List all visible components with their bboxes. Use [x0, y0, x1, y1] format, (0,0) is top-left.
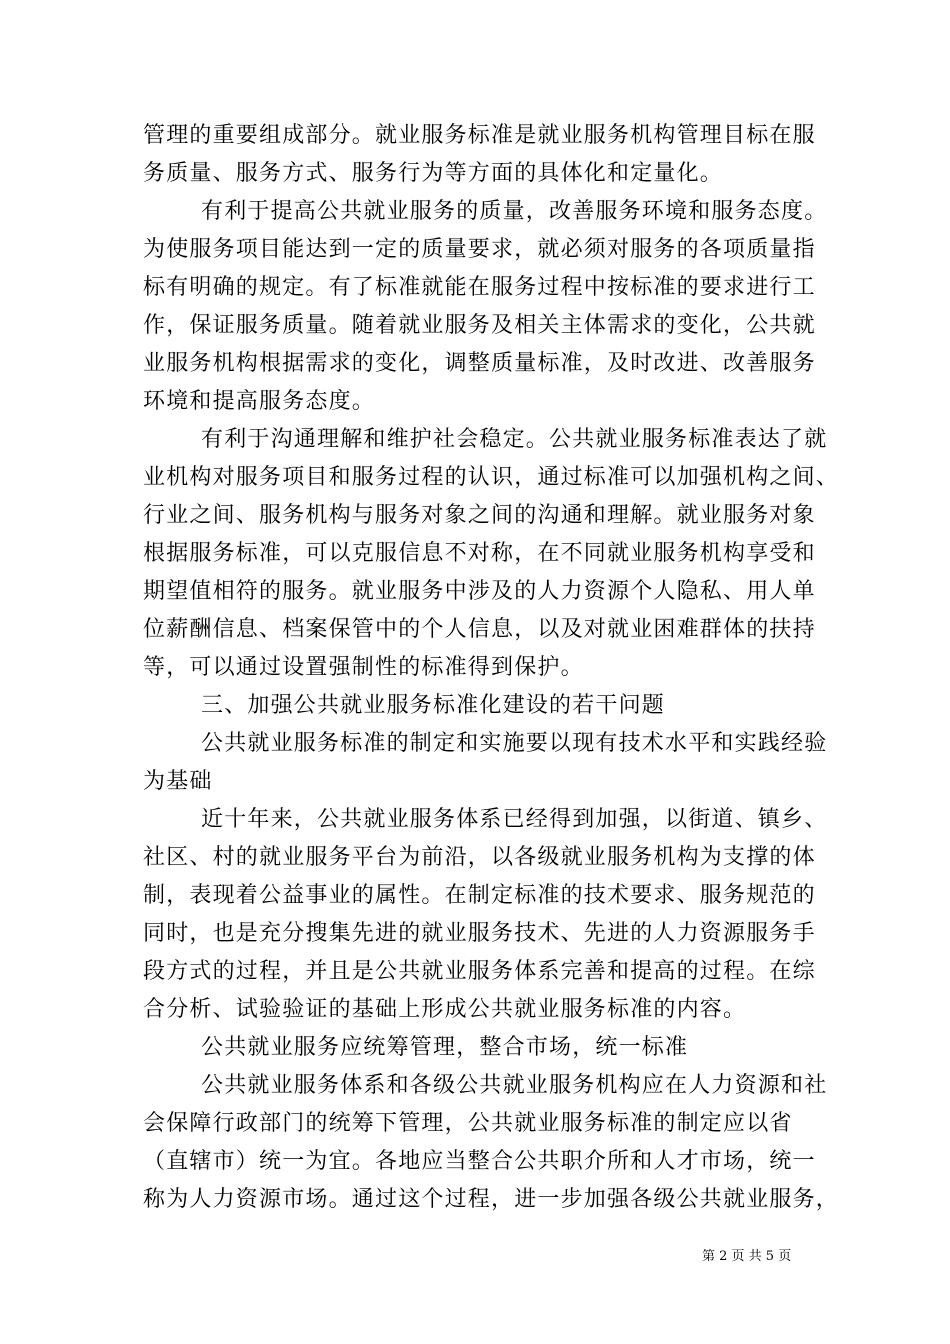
text-line: 合分析、试验验证的基础上形成公共就业服务标准的内容。 [143, 997, 747, 1022]
text-line: 业机构对服务项目和服务过程的认识，通过标准可以加强机构之间、 [143, 465, 840, 490]
section-heading: 三、加强公共就业服务标准化建设的若干问题 [201, 693, 666, 718]
text-line: 公共就业服务体系和各级公共就业服务机构应在人力资源和社 [201, 1073, 828, 1098]
text-line: 作，保证服务质量。随着就业服务及相关主体需求的变化，公共就 [143, 313, 816, 338]
text-line: 段方式的过程，并且是公共就业服务体系完善和提高的过程。在综 [143, 959, 816, 984]
text-line: 管理的重要组成部分。就业服务标准是就业服务机构管理目标在服 [143, 123, 816, 148]
text-line: 标有明确的规定。有了标准就能在服务过程中按标准的要求进行工 [143, 275, 816, 300]
text-line: 为基础 [143, 769, 213, 794]
text-line: 业服务机构根据需求的变化，调整质量标准，及时改进、改善服务 [143, 351, 816, 376]
text-line: 社区、村的就业服务平台为前沿，以各级就业服务机构为支撑的体 [143, 845, 816, 870]
text-line: 位薪酬信息、档案保管中的个人信息，以及对就业困难群体的扶持 [143, 617, 816, 642]
text-line: 同时，也是充分搜集先进的就业服务技术、先进的人力资源服务手 [143, 921, 816, 946]
text-line: 称为人力资源市场。通过这个过程，进一步加强各级公共就业服务， [143, 1187, 840, 1212]
text-line: （直辖市）统一为宜。各地应当整合公共职介所和人才市场，统一 [143, 1149, 816, 1174]
text-line: 会保障行政部门的统筹下管理，公共就业服务标准的制定应以省 [143, 1111, 793, 1136]
text-line: 根据服务标准，可以克服信息不对称，在不同就业服务机构享受和 [143, 541, 816, 566]
text-line: 等，可以通过设置强制性的标准得到保护。 [143, 655, 584, 680]
text-line: 公共就业服务应统筹管理，整合市场，统一标准 [201, 1035, 689, 1060]
text-line: 环境和提高服务态度。 [143, 389, 376, 414]
text-line: 务质量、服务方式、服务行为等方面的具体化和定量化。 [143, 161, 724, 186]
page-number: 第 2 页 共 5 页 [702, 1249, 792, 1264]
text-line: 有利于沟通理解和维护社会稳定。公共就业服务标准表达了就 [201, 427, 828, 452]
text-line: 近十年来，公共就业服务体系已经得到加强，以街道、镇乡、 [201, 807, 828, 832]
text-line: 公共就业服务标准的制定和实施要以现有技术水平和实践经验 [201, 731, 828, 756]
text-line: 有利于提高公共就业服务的质量，改善服务环境和服务态度。 [201, 199, 828, 224]
text-line: 制，表现着公益事业的属性。在制定标准的技术要求、服务规范的 [143, 883, 816, 908]
text-line: 期望值相符的服务。就业服务中涉及的人力资源个人隐私、用人单 [143, 579, 816, 604]
text-line: 行业之间、服务机构与服务对象之间的沟通和理解。就业服务对象 [143, 503, 816, 528]
text-line: 为使服务项目能达到一定的质量要求，就必须对服务的各项质量指 [143, 237, 816, 262]
